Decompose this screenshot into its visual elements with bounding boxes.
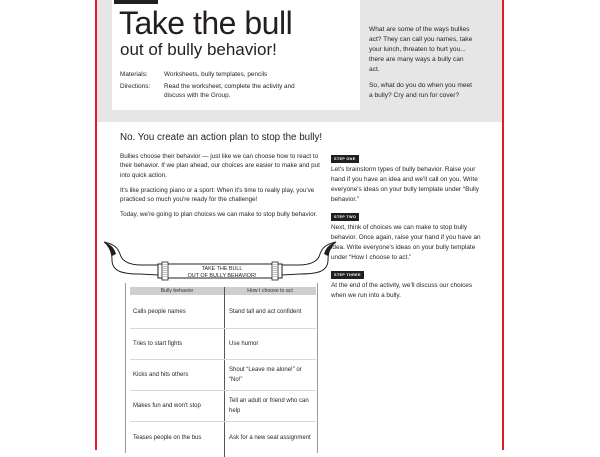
body-paragraph: Today, we're going to plan choices we can make to stop bully behavior. bbox=[120, 211, 318, 219]
column-header: Bully behavior bbox=[160, 288, 194, 294]
template-title-line: OUT OF BULLY BEHAVIOR! bbox=[187, 272, 257, 279]
bully-behavior-cell: Calls people names bbox=[133, 308, 186, 315]
materials-value: Worksheets, bully templates, pencils bbox=[164, 71, 268, 78]
step-tag: STEP THREE bbox=[331, 271, 364, 279]
response-cell: Use humor bbox=[229, 341, 259, 347]
bully-behavior-cell: Tries to start fights bbox=[133, 341, 183, 347]
step-one bbox=[331, 154, 481, 205]
materials-row bbox=[120, 70, 314, 79]
intro-text bbox=[369, 25, 474, 107]
bully-template-table bbox=[125, 283, 318, 453]
page-title: Take the bull bbox=[119, 5, 293, 41]
response-cell: Shout “Leave me alone!” or “No!” bbox=[229, 367, 302, 383]
body-paragraph: It's like practicing piano or a sport: When it's time to really play, you've practiced so much you're ready for the challenge! bbox=[120, 186, 315, 204]
step-tag: STEP ONE bbox=[331, 155, 359, 163]
intro-paragraph: So, what do you do when you meet a bully? Cry and run for cover? bbox=[369, 82, 473, 99]
table-row bbox=[130, 360, 316, 391]
directions-value: Read the worksheet, complete the activity and discuss with the Group. bbox=[164, 83, 295, 99]
section-heading: No. You create an action plan to stop the bully! bbox=[120, 132, 323, 143]
right-red-border bbox=[502, 0, 504, 450]
bully-behavior-cell: Teases people on the bus bbox=[133, 434, 202, 441]
steps-list bbox=[331, 154, 481, 308]
bully-behavior-cell: Kicks and hits others bbox=[133, 372, 189, 378]
table-header bbox=[130, 287, 316, 295]
step-two bbox=[331, 212, 481, 263]
step-three bbox=[331, 270, 481, 301]
directions-label: Directions: bbox=[120, 83, 151, 90]
response-cell: Stand tall and act confident bbox=[229, 308, 302, 315]
directions-row bbox=[120, 82, 314, 100]
response-cell: Tell an adult or friend who can help bbox=[229, 398, 309, 414]
body-text bbox=[120, 152, 320, 226]
template-title-line: TAKE THE BULL bbox=[201, 266, 243, 272]
template-title bbox=[160, 266, 284, 279]
table-row bbox=[130, 422, 316, 453]
response-cell: Ask for a new seat assignment bbox=[229, 434, 311, 441]
intro-paragraph: What are some of the ways bullies act? They can call you names, take your lunch, threaten to hurt you... there are many ways a bully can act. bbox=[369, 26, 473, 73]
step-text: At the end of the activity, we'll discuss our choices when we run into a bully. bbox=[331, 282, 473, 299]
materials-label: Materials: bbox=[120, 71, 148, 78]
bully-behavior-cell: Makes fun and won't stop bbox=[133, 403, 201, 409]
table-row bbox=[130, 391, 316, 422]
body-paragraph: Bullies choose their behavior — just like we can choose how to react to their behavior. If we plan ahead, our choices are easier to make and put into quick action. bbox=[120, 153, 320, 179]
step-text: Let's brainstorm types of bully behavior. Raise your hand if you have an idea and we'll call on you. Write everyone's ideas on your bully template under “Bully behavior.” bbox=[331, 166, 479, 203]
table-row bbox=[130, 329, 316, 360]
step-tag: STEP TWO bbox=[331, 213, 359, 221]
page-subtitle: out of bully behavior! bbox=[120, 40, 277, 59]
table-row bbox=[130, 295, 316, 329]
column-header: How I choose to act bbox=[247, 288, 293, 294]
step-text: Next, think of choices we can make to stop bully behavior. Once again, raise your hand if you have an idea. Write everyone's ideas on your bully template under “How I choose to act.” bbox=[331, 224, 481, 261]
